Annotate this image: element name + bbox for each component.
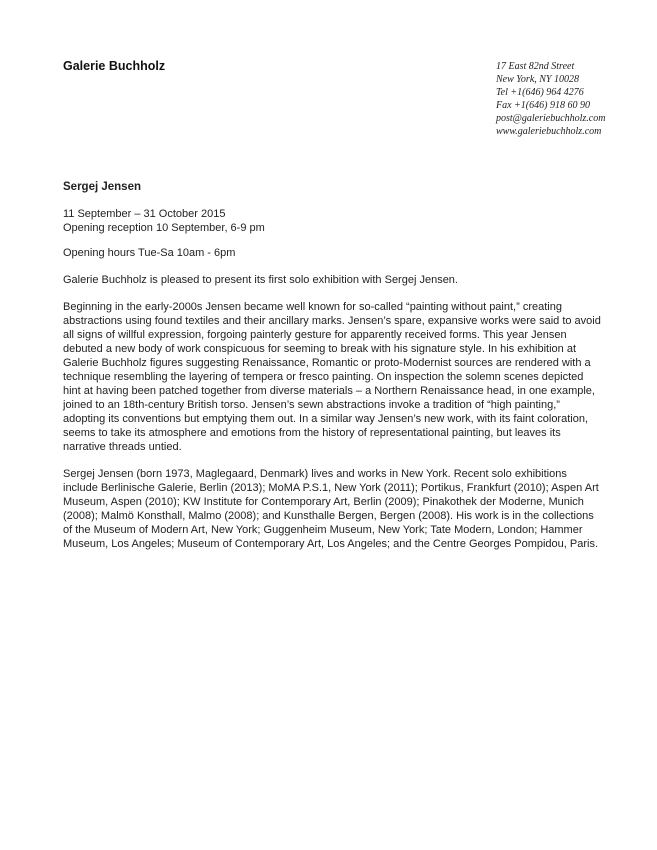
press-release-body — [63, 180, 603, 551]
address-email: post@galeriebuchholz.com — [496, 113, 606, 124]
description-paragraph: Beginning in the early-2000s Jensen became well known for so-called “painting without paint,” creating abstractions using found textiles and their ancillary marks. Jensen’s spare, expansive works were said to avoid all signs of willful expression, forgoing painterly gesture for apparently received forms. This year Jensen debuted a new body of work conspicuous for seeming to break with his signature style. In his exhibition at Galerie Buchholz figures suggesting Renaissance, Romantic or proto-Modernist sources are rendered with a technique resembling the layering of tempera or fresco painting. On inspection the solemn scenes depicted hint at having been patched together from diverse materials – a Northern Renaissance head, in one example, joined to an 18th-century British torso. Jensen’s sewn abstractions invoke a tradition of “high painting,” adopting its conventions but emptying them out. In a similar way Jensen’s new work, with its faint coloration, seems to take its atmosphere and emotions from the history of representational painting, but leaves its narrative threads untied. — [63, 301, 601, 453]
exhibition-dates-block — [63, 207, 603, 235]
gallery-name: Galerie Buchholz — [63, 59, 166, 73]
opening-hours: Opening hours Tue-Sa 10am - 6pm — [63, 247, 236, 259]
exhibition-dates: 11 September – 31 October 2015 — [63, 208, 226, 220]
address-phone: Tel +1(646) 964 4276 — [496, 87, 584, 98]
address-website: www.galeriebuchholz.com — [496, 126, 602, 137]
address-city: New York, NY 10028 — [496, 74, 579, 85]
opening-reception: Opening reception 10 September, 6-9 pm — [63, 222, 265, 234]
address-fax: Fax +1(646) 918 60 90 — [496, 100, 590, 111]
address-street: 17 East 82nd Street — [496, 61, 575, 72]
intro-paragraph: Galerie Buchholz is pleased to present its first solo exhibition with Sergej Jensen. — [63, 274, 458, 286]
gallery-address-block — [496, 60, 605, 138]
biography-paragraph: Sergej Jensen (born 1973, Maglegaard, Denmark) lives and works in New York. Recent solo exhibitions include Berlinische Galerie, Berlin (2013); MoMA P.S.1, New York (2011); Portikus, Frankfurt (2010); Aspen Art Museum, Aspen (2010); KW Institute for Contemporary Art, Berlin (2009); Pinakothek der Moderne, Munich (2008); Malmö Konsthall, Malmo (2008); and Kunsthalle Bergen, Bergen (2008). His work is in the collections of the Museum of Modern Art, New York; Guggenheim Museum, New York; Tate Modern, London; Hammer Museum, Los Angeles; Museum of Contemporary Art, Los Angeles; and the Centre Georges Pompidou, Paris. — [63, 468, 599, 550]
exhibition-title: Sergej Jensen — [63, 181, 141, 193]
